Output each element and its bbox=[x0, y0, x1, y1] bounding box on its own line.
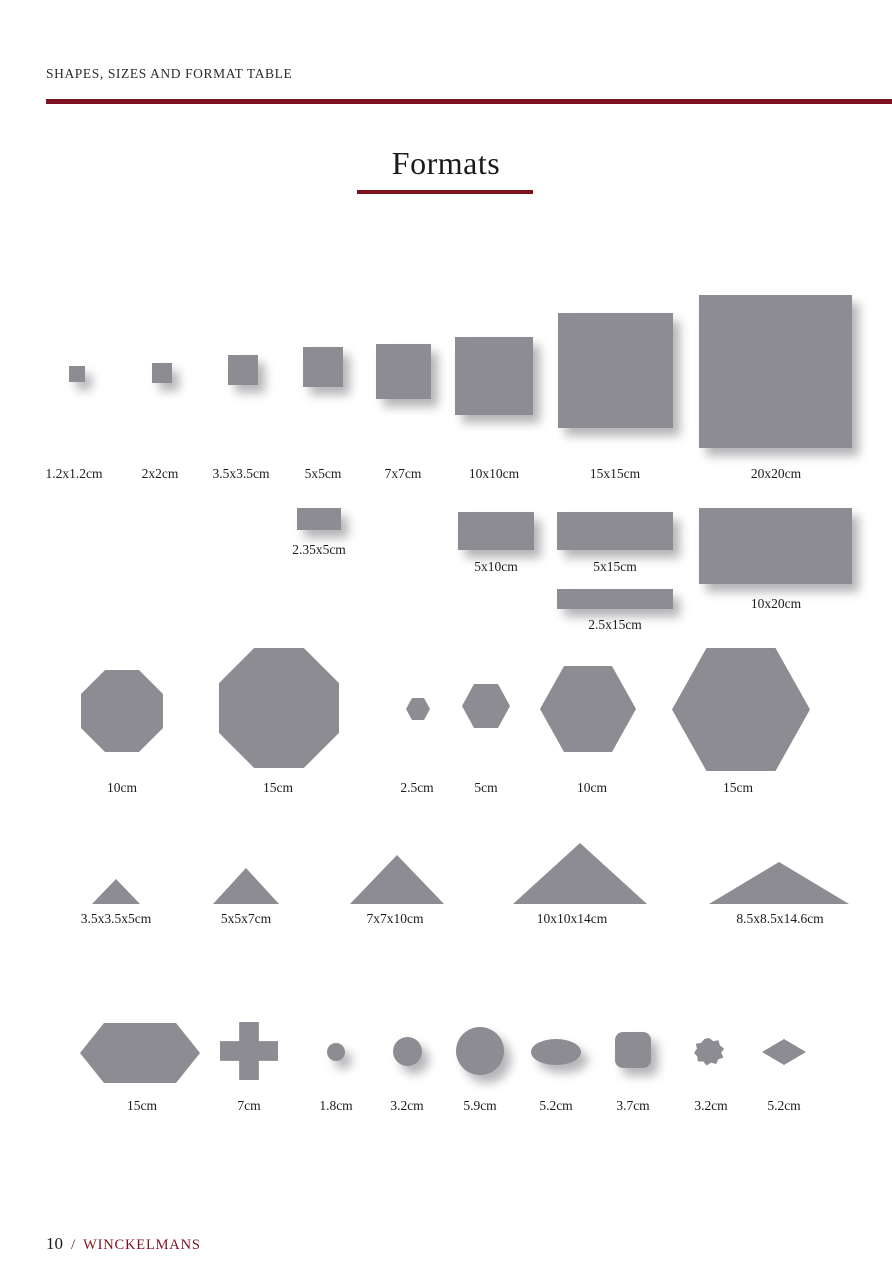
shape-square-5 bbox=[376, 344, 431, 399]
shape-label: 5cm bbox=[474, 780, 498, 795]
header-divider bbox=[46, 99, 892, 104]
shape-label: 5x15cm bbox=[593, 559, 637, 574]
shape-label: 15cm bbox=[127, 1098, 157, 1113]
shape-label: 5x5cm bbox=[304, 466, 342, 481]
shape-hexagon-2 bbox=[462, 684, 510, 728]
shape-label: 1.2x1.2cm bbox=[45, 466, 103, 481]
shape-square-4 bbox=[303, 347, 343, 387]
shape-label: 15x15cm bbox=[589, 466, 641, 481]
shape-square-1 bbox=[69, 366, 85, 382]
shape-hexagon-4 bbox=[672, 648, 810, 771]
footer-page-number: 10 bbox=[46, 1234, 63, 1253]
shape-rhombus bbox=[762, 1039, 806, 1065]
shape-label: 8.5x8.5x14.6cm bbox=[736, 911, 824, 926]
shape-octagon-2 bbox=[219, 648, 339, 768]
shape-label: 5x10cm bbox=[474, 559, 518, 574]
shape-label: 2.5cm bbox=[400, 780, 434, 795]
shape-label: 3.2cm bbox=[694, 1098, 728, 1113]
shape-label: 10x20cm bbox=[750, 596, 802, 611]
shape-label: 20x20cm bbox=[750, 466, 802, 481]
shape-label: 1.8cm bbox=[319, 1098, 353, 1113]
shape-label: 10x10cm bbox=[468, 466, 520, 481]
shape-rectangle-4 bbox=[557, 589, 673, 609]
shape-label: 15cm bbox=[263, 780, 293, 795]
shape-label: 3.2cm bbox=[390, 1098, 424, 1113]
shape-label: 10cm bbox=[577, 780, 607, 795]
shape-label: 2.5x15cm bbox=[588, 617, 642, 632]
shape-label: 7x7cm bbox=[384, 466, 422, 481]
footer-brand: WINCKELMANS bbox=[83, 1237, 201, 1253]
shape-elongated-hexagon bbox=[80, 1023, 200, 1083]
shape-label: 10x10x14cm bbox=[536, 911, 608, 926]
shape-label: 2.35x5cm bbox=[292, 542, 346, 557]
shape-rounded-square bbox=[615, 1032, 651, 1068]
shape-rectangle-1 bbox=[297, 508, 341, 530]
shape-circle-1 bbox=[327, 1043, 345, 1061]
footer-separator: / bbox=[71, 1237, 76, 1253]
shape-label: 3.5x3.5cm bbox=[212, 466, 270, 481]
shape-square-8 bbox=[699, 295, 852, 448]
shape-square-6 bbox=[455, 337, 533, 415]
shape-label: 5.2cm bbox=[767, 1098, 801, 1113]
shape-label: 3.5x3.5x5cm bbox=[80, 911, 152, 926]
shape-square-3 bbox=[228, 355, 258, 385]
section-title-underline bbox=[357, 190, 533, 194]
shape-label: 2x2cm bbox=[141, 466, 179, 481]
shape-rectangle-5 bbox=[699, 508, 852, 584]
shape-label: 5.2cm bbox=[539, 1098, 573, 1113]
shape-triangle-5 bbox=[709, 862, 849, 904]
shape-circle-2 bbox=[393, 1037, 422, 1066]
shape-square-7 bbox=[558, 313, 673, 428]
shape-lens bbox=[531, 1039, 581, 1065]
shape-label: 3.7cm bbox=[616, 1098, 650, 1113]
shape-triangle-2 bbox=[213, 868, 279, 904]
shape-label: 15cm bbox=[723, 780, 753, 795]
shape-triangle-3 bbox=[350, 855, 444, 904]
shape-circle-3 bbox=[456, 1027, 504, 1075]
shape-label: 5.9cm bbox=[463, 1098, 497, 1113]
shape-rectangle-3 bbox=[557, 512, 673, 550]
shape-rectangle-2 bbox=[458, 512, 534, 550]
shape-hexagon-1 bbox=[406, 698, 430, 720]
shape-hexagon-3 bbox=[540, 666, 636, 752]
shape-label: 5x5x7cm bbox=[220, 911, 272, 926]
shape-square-2 bbox=[152, 363, 172, 383]
shape-label: 7x7x10cm bbox=[366, 911, 424, 926]
shape-octagon-1 bbox=[81, 670, 163, 752]
shape-label: 10cm bbox=[107, 780, 137, 795]
page-footer bbox=[46, 1234, 201, 1254]
page-header-title: SHAPES, SIZES AND FORMAT TABLE bbox=[46, 66, 293, 81]
section-title: Formats bbox=[391, 145, 501, 181]
shape-label: 7cm bbox=[237, 1098, 261, 1113]
shape-cross bbox=[220, 1022, 278, 1080]
shape-triangle-1 bbox=[92, 879, 140, 904]
shape-triangle-4 bbox=[513, 843, 647, 904]
shape-flower bbox=[694, 1038, 724, 1066]
